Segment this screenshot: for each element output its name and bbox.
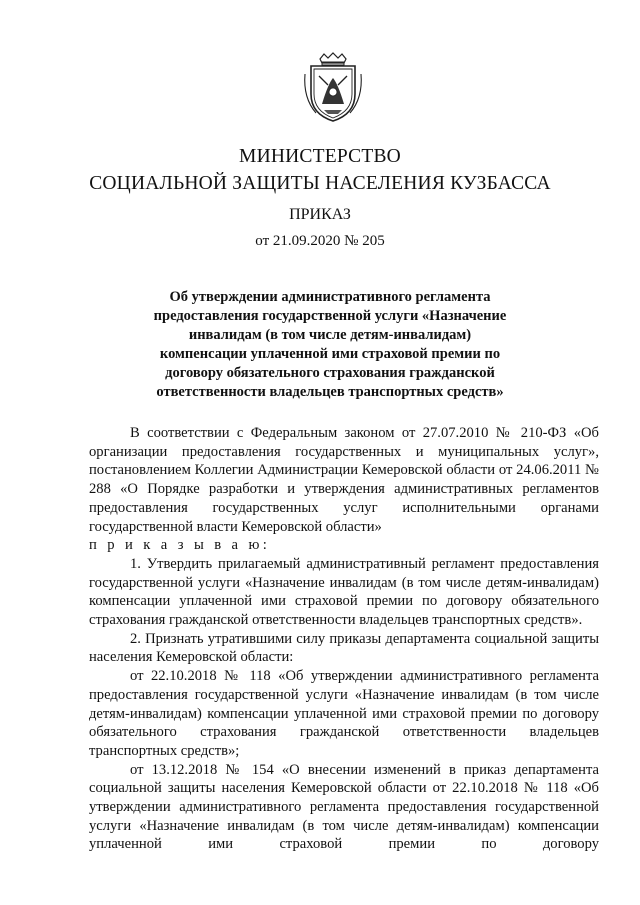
ministry-line-1: МИНИСТЕРСТВО <box>239 146 401 167</box>
item-2-b-paragraph: от 13.12.2018 № 154 «О внесении изменений в приказ департамента социальной защиты населения Кемеровской области от 22.10.2018 № 118 «Об утверждении административного регламента предоставления государственной услуги «Назначение инвалидам (в том числе детям-инвалидам) компенсации уплаченной ими страховой премии по договору <box>89 761 599 853</box>
order-subject <box>150 288 510 402</box>
ministry-line-2: СОЦИАЛЬНОЙ ЗАЩИТЫ НАСЕЛЕНИЯ КУЗБАССА <box>89 173 551 194</box>
ministry-name <box>0 143 640 197</box>
orders-word: п р и к а з ы в а ю: <box>89 537 271 554</box>
order-body <box>89 424 599 854</box>
subject-line: ответственности владельцев транспортных средств» <box>156 384 504 400</box>
order-title: ПРИКАЗ <box>289 206 351 223</box>
subject-line: Об утверждении административного регламента <box>169 289 491 305</box>
item-2-a-paragraph: от 22.10.2018 № 118 «Об утверждении административного регламента предоставления государственной услуги «Назначение инвалидам (в том числе детям-инвалидам) компенсации уплаченной ими страховой премии по договору обязательного страхования гражданской ответственности владельцев транспортных средств»; <box>89 668 599 759</box>
subject-line: предоставления государственной услуги «Назначение <box>153 308 507 324</box>
order-date: от 21.09.2020 № 205 <box>255 233 385 249</box>
coat-of-arms-icon <box>302 52 364 124</box>
intro-paragraph: В соответствии с Федеральным законом от 27.07.2010 № 210-ФЗ «Об организации предоставления государственных и муниципальных услуг», постановлением Коллегии Администрации Кемеровской области от 24.06.2011 № 288 «О Порядке разработки и утверждения административных регламентов предоставления государственных услуг исполнительными органами государственной власти Кемеровской области» <box>89 425 599 535</box>
subject-line: инвалидам (в том числе детям-инвалидам) <box>188 327 472 343</box>
subject-line: договору обязательного страхования гражданской <box>165 365 495 381</box>
item-1-paragraph: 1. Утвердить прилагаемый административный регламент предоставления государственной услуги «Назначение инвалидам (в том числе детям-инвалидам) компенсации уплаченной ими страховой премии по договору обязательного страхования гражданской ответственности владельцев транспортных средств». <box>89 555 599 629</box>
orders-line <box>89 536 599 555</box>
item-2-paragraph: 2. Признать утратившими силу приказы департамента социальной защиты населения Кемеровской области: <box>89 630 599 666</box>
subject-line: компенсации уплаченной ими страховой премии по <box>159 346 501 362</box>
